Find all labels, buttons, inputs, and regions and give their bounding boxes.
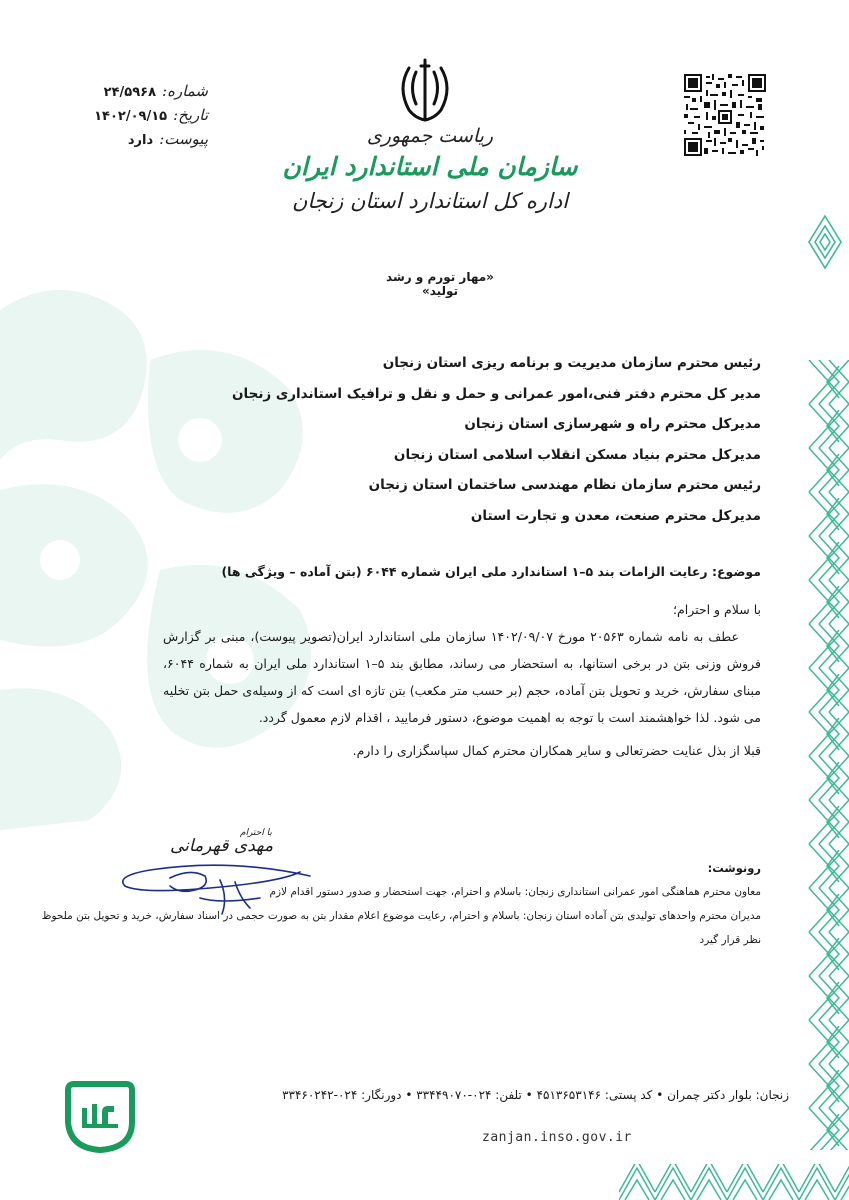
recipient-item: رئیس محترم سازمان نظام مهندسی ساختمان استان زنجان (368, 477, 761, 493)
footer-website[interactable]: zanjan.inso.gov.ir (482, 1130, 632, 1145)
inso-logo-icon (62, 1078, 138, 1154)
letterhead (280, 122, 580, 216)
recipient-item: مدیرکل محترم راه و شهرسازی استان زنجان (464, 416, 761, 432)
signatory-name: مهدی قهرمانی (170, 836, 274, 856)
recipient-item: مدیرکل محترم صنعت، معدن و تجارت استان (470, 507, 761, 524)
letter-number-value: ۲۴/۵۹۶۸ (103, 85, 157, 100)
carbon-copy-section (41, 856, 761, 952)
year-slogan: «مهار تورم و رشد تولید» (386, 270, 494, 298)
signature-greeting: با احترام (240, 828, 272, 838)
cc-item: مدیران محترم واحدهای تولیدی بتن آماده استان زنجان: باسلام و احترام، رعایت موضوع اعلام مقدار بتن به صورت حجمی در اسناد سفارش، خرید و تحویل بتن ملحوظ نظر قرار گیرد (41, 910, 761, 946)
side-border-pattern (807, 360, 849, 1150)
presidency-title: ریاست جمهوری (366, 125, 494, 147)
letter-date-row (58, 106, 208, 124)
bottom-border-pattern (619, 1164, 849, 1200)
diamond-pattern-icon (805, 212, 845, 272)
qr-code-icon (684, 74, 766, 156)
recipient-list (201, 348, 761, 531)
letter-attachment-value: دارد (127, 133, 154, 148)
organization-name: سازمان ملی استاندارد ایران (282, 152, 578, 181)
recipient-item: مدیرکل محترم بنیاد مسکن انقلاب اسلامی استان زنجان (393, 446, 761, 463)
letter-date-value: ۱۴۰۲/۰۹/۱۵ (94, 109, 168, 124)
footer-address: زنجان: بلوار دکتر چمران • کد پستی: ۴۵۱۳۶۵۳۱۴۶ • تلفن: ۰۲۴-۳۳۴۴۹۰۷۰ • دورنگار: ۰۲۴-۳۳۴۶۰۲۴۲ (282, 1088, 789, 1102)
body-paragraph: عطف به نامه شماره ۲۰۵۶۳ مورخ ۱۴۰۲/۰۹/۰۷ سازمان ملی استاندارد ایران(تصویر پیوست)، مبنی بر گزارش فروش وزنی بتن در برخی استانها، به استحضار می رساند، مطابق بند ۵–۱ استاندارد ملی ایران به شماره ۶۰۴۴، مبنای سفارش، خرید و تحویل بتن آماده، حجم (بر حسب متر مکعب) بتن تازه ای است که از وسیله‌ی حمل بتن تخلیه می شود. لذا خواهشمند است با توجه به اهمیت موضوع، دستور فرمایید ، اقدام لازم معمول گردد. (163, 629, 761, 725)
recipient-item: رئیس محترم سازمان مدیریت و برنامه ریزی استان زنجان (382, 355, 761, 371)
closing-line: قبلا از بذل عنایت حضرتعالی و سایر همکاران محترم کمال سپاسگزاری را دارم. (352, 743, 761, 758)
greeting: با سلام و احترام؛ (673, 602, 761, 617)
cc-item: معاون محترم هماهنگی امور عمرانی استانداری زنجان: باسلام و احترام، جهت استحضار و صدور دستور اقدام لازم (269, 886, 761, 898)
letter-attachment-row (58, 130, 208, 148)
letter-body (163, 596, 761, 764)
iran-emblem-icon (395, 58, 455, 122)
subject-text: رعایت الزامات بند ۵–۱ استاندارد ملی ایران شماره ۶۰۴۴ (بتن آماده – ویژگی ها) (221, 564, 708, 579)
letter-attachment-label: پیوست: (159, 130, 208, 148)
letter-number-row (58, 82, 208, 100)
letter-date-label: تاریخ: (173, 106, 208, 124)
letter-subject (201, 561, 761, 583)
cc-title: رونوشت: (707, 861, 761, 875)
letter-meta (58, 82, 208, 154)
letter-number-label: شماره: (162, 82, 208, 100)
office-name: اداره کل استاندارد استان زنجان (291, 189, 569, 213)
subject-label: موضوع: (711, 564, 761, 579)
recipient-item: مدیر کل محترم دفتر فنی،امور عمرانی و حمل و نقل و ترافیک استانداری زنجان (232, 385, 761, 402)
